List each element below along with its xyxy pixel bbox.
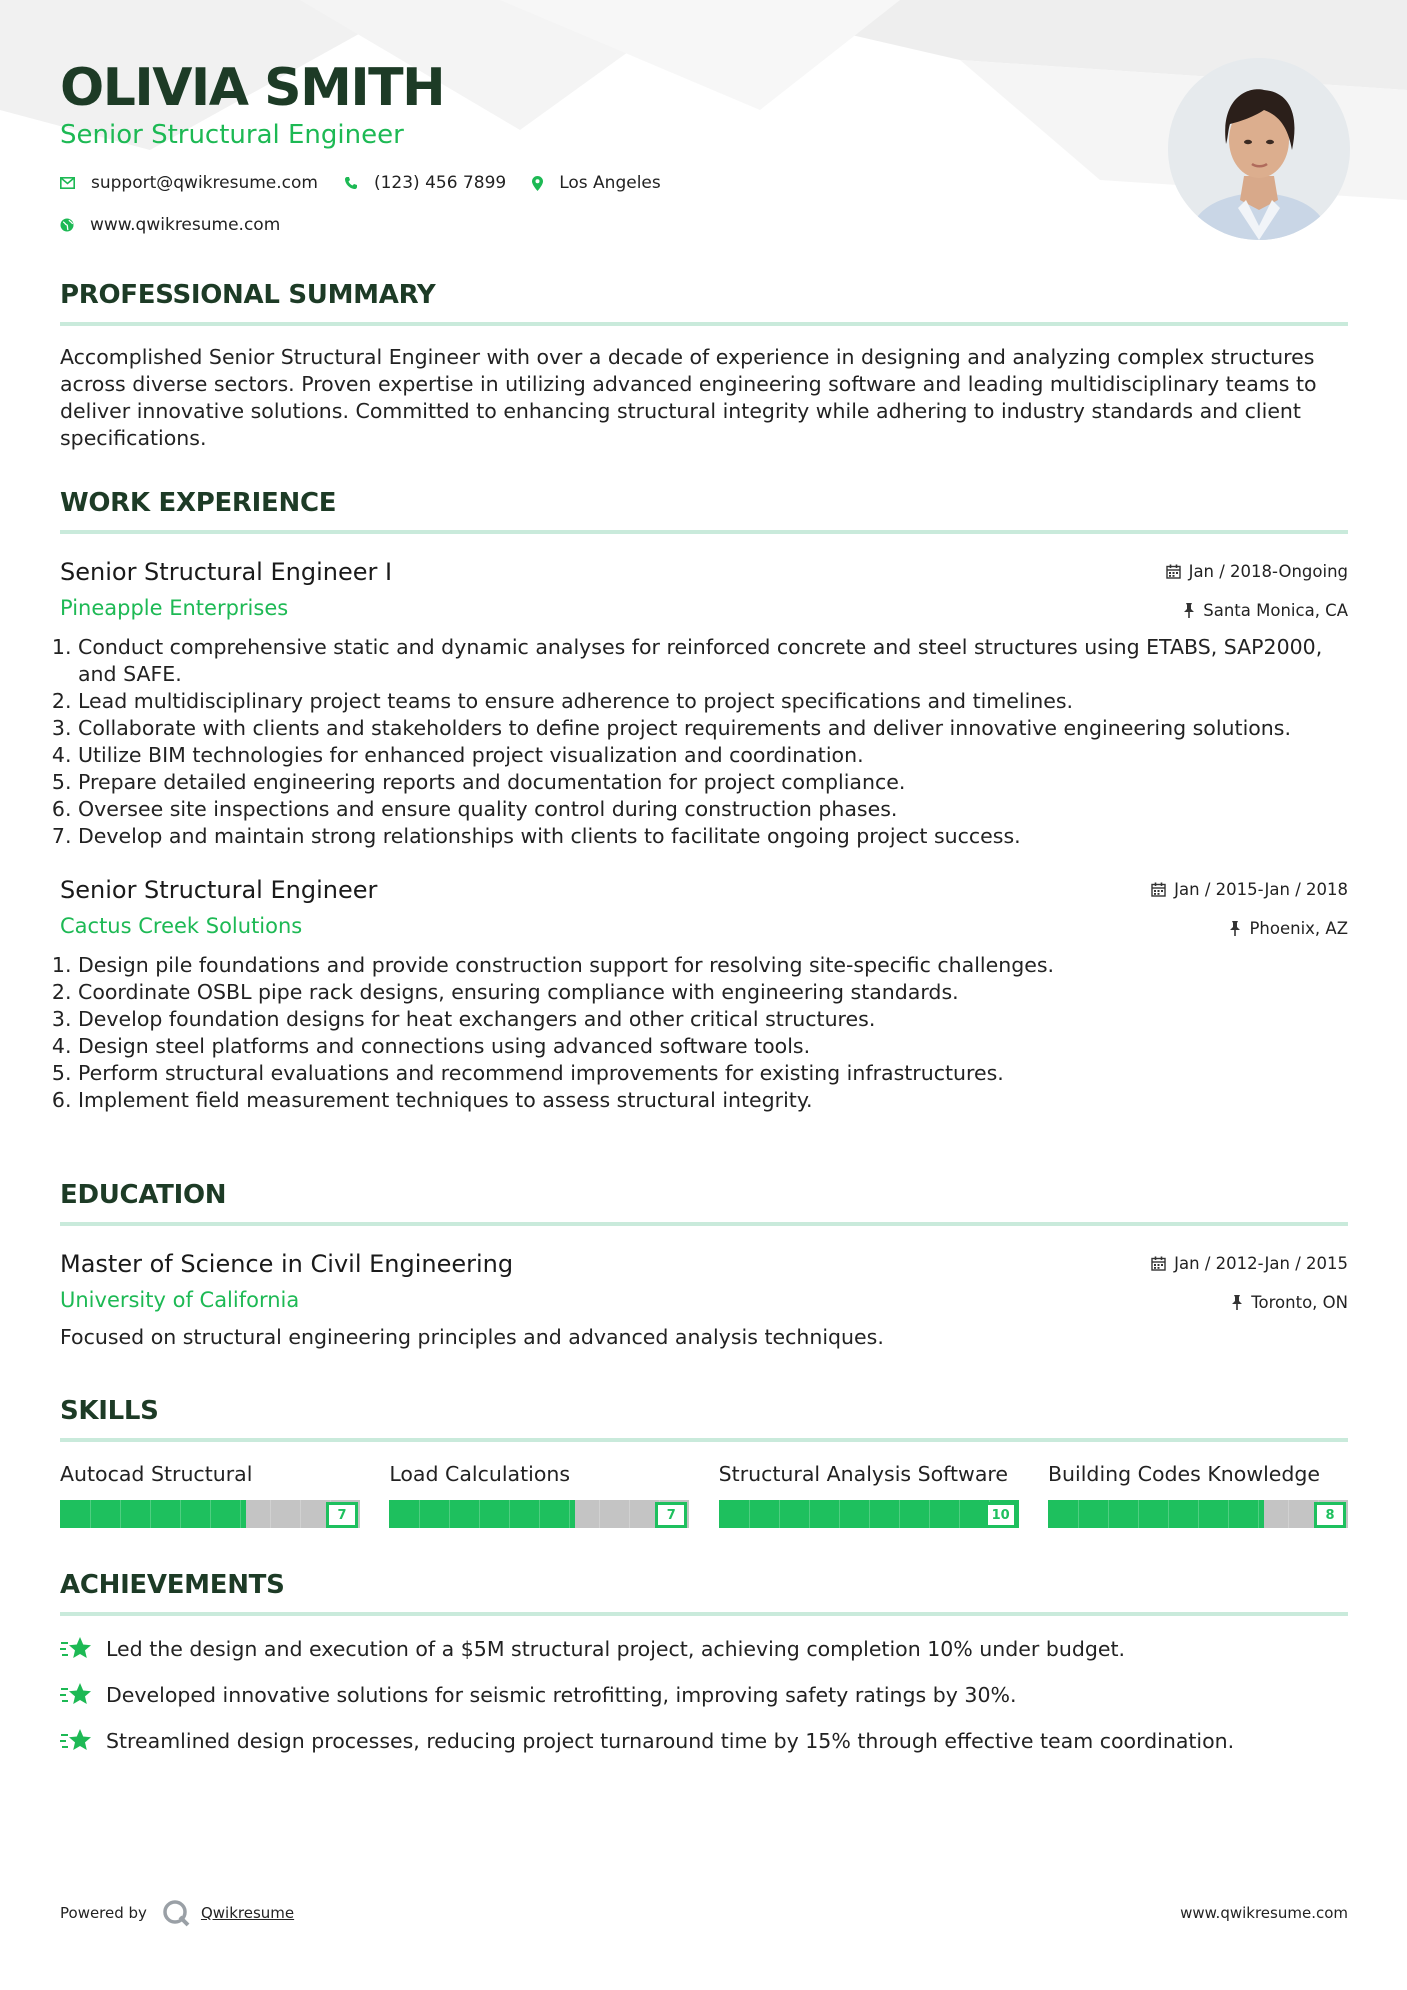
duty-item: 6. Implement field measurement techniques to assess structural integrity. <box>78 1087 1348 1114</box>
experience-heading: WORK EXPERIENCE <box>60 488 337 518</box>
skill-bar-segment <box>899 1500 900 1528</box>
phone-contact[interactable] <box>344 173 506 193</box>
skills-heading: SKILLS <box>60 1396 159 1426</box>
skill-bar-segment <box>120 1500 121 1528</box>
skill-bar-segment <box>929 1500 930 1528</box>
skill-bar-segment <box>509 1500 510 1528</box>
duty-item: 6. Oversee site inspections and ensure quality control during construction phases. <box>78 796 1348 823</box>
skill-bar-segment <box>569 1500 570 1528</box>
powered-by-label: Powered by <box>60 1904 147 1922</box>
website-row <box>60 215 306 235</box>
skill-bar-segment <box>809 1500 810 1528</box>
calendar-icon <box>1151 1256 1166 1271</box>
job-dates <box>1166 562 1348 581</box>
skill-item <box>719 1462 1019 1528</box>
calendar-icon <box>1166 564 1181 579</box>
achievement-text: Developed innovative solutions for seismic retrofitting, improving safety ratings by 30%. <box>106 1683 1017 1707</box>
achievement-text: Streamlined design processes, reducing project turnaround time by 15% through effective team coordination. <box>106 1729 1235 1753</box>
job-location-text: Phoenix, AZ <box>1249 918 1348 938</box>
email-text: support@qwikresume.com <box>91 173 318 193</box>
brand-link[interactable]: Qwikresume <box>200 1904 295 1922</box>
school-name: University of California <box>60 1288 300 1312</box>
skill-bar-fill <box>60 1500 246 1528</box>
section-divider <box>60 322 1348 326</box>
skill-bar-segment <box>779 1500 780 1528</box>
star-icon <box>60 1636 92 1662</box>
company-name: Cactus Creek Solutions <box>60 914 303 938</box>
map-marker-icon <box>532 176 543 191</box>
skill-item <box>1048 1462 1348 1528</box>
section-divider <box>60 530 1348 534</box>
education-location <box>1231 1293 1348 1312</box>
powered-by <box>60 1898 294 1928</box>
phone-icon <box>344 176 358 190</box>
company-name: Pineapple Enterprises <box>60 596 289 620</box>
skills-section <box>60 1396 1348 1528</box>
section-divider <box>60 1612 1348 1616</box>
skill-bar-segment <box>959 1500 960 1528</box>
skill-name: Autocad Structural <box>60 1462 253 1486</box>
duty-item: 1. Design pile foundations and provide construction support for resolving site-specific challenges. <box>78 952 1348 979</box>
summary-section <box>60 280 1348 452</box>
skill-bar-segment <box>839 1500 840 1528</box>
skill-bar-segment <box>1138 1500 1139 1528</box>
skill-bar-segment <box>150 1500 151 1528</box>
skills-list <box>60 1462 1348 1528</box>
skill-bar-segment <box>1078 1500 1079 1528</box>
experience-section <box>60 488 1348 1114</box>
job-entry <box>60 876 1348 1114</box>
skill-bar-segment <box>1168 1500 1169 1528</box>
job-location-text: Santa Monica, CA <box>1203 600 1348 620</box>
skill-bar-segment <box>449 1500 450 1528</box>
qwikresume-logo-icon <box>161 1898 191 1928</box>
duty-item: 1. Conduct comprehensive static and dynamic analyses for reinforced concrete and steel structures using ETABS, SAP2000, and SAFE. <box>78 634 1348 688</box>
job-duties <box>60 952 1348 1114</box>
skill-score: 7 <box>655 1502 687 1528</box>
education-dates-text: Jan / 2012-Jan / 2015 <box>1174 1254 1348 1273</box>
skill-bar-segment <box>419 1500 420 1528</box>
profile-photo <box>1168 58 1350 240</box>
skill-bar-segment <box>629 1500 630 1528</box>
duty-item: 2. Lead multidisciplinary project teams to ensure adherence to project specifications and timelines. <box>78 688 1348 715</box>
envelope-icon <box>60 177 75 189</box>
job-location <box>1229 919 1348 938</box>
skill-bar-segment <box>1258 1500 1259 1528</box>
contact-row <box>60 173 687 193</box>
skill-item <box>60 1462 360 1528</box>
skill-name: Structural Analysis Software <box>718 1462 1008 1486</box>
skill-bar-segment <box>479 1500 480 1528</box>
summary-text: Accomplished Senior Structural Engineer with over a decade of experience in designing and analyzing complex structures across diverse sectors. Proven expertise in utilizing advanced engineering software and leading multidisciplinary teams to deliver innovative solutions. Committed to enhancing structural integrity while adhering to industry standards and client specifications. <box>60 345 1317 450</box>
skill-item <box>389 1462 689 1528</box>
achievement-item <box>60 1682 1348 1708</box>
skill-bar-segment <box>90 1500 91 1528</box>
footer-website[interactable]: www.qwikresume.com <box>1180 1904 1348 1922</box>
duty-item: 4. Utilize BIM technologies for enhanced project visualization and coordination. <box>78 742 1348 769</box>
job-dates <box>1151 880 1348 899</box>
education-location-text: Toronto, ON <box>1251 1292 1348 1312</box>
skill-name: Building Codes Knowledge <box>1047 1462 1321 1486</box>
candidate-name: OLIVIA SMITH <box>60 58 445 118</box>
job-location <box>1183 601 1348 620</box>
skill-bar <box>60 1500 360 1528</box>
duty-item: 2. Coordinate OSBL pipe rack designs, ensuring compliance with engineering standards. <box>78 979 1348 1006</box>
skill-bar-segment <box>210 1500 211 1528</box>
duty-item: 3. Collaborate with clients and stakeholders to define project requirements and deliver innovative engineering solutions. <box>78 715 1348 742</box>
skill-bar-segment <box>1288 1500 1289 1528</box>
skill-bar-segment <box>869 1500 870 1528</box>
skill-bar-segment <box>1228 1500 1229 1528</box>
skill-bar-fill <box>389 1500 575 1528</box>
education-heading: EDUCATION <box>60 1180 227 1210</box>
achievement-item <box>60 1728 1348 1754</box>
pushpin-icon <box>1183 603 1195 618</box>
skill-bar <box>389 1500 689 1528</box>
job-dates-text: Jan / 2018-Ongoing <box>1188 562 1348 581</box>
skill-name: Load Calculations <box>389 1462 571 1486</box>
avatar-portrait <box>1168 58 1350 240</box>
achievements-section <box>60 1570 1348 1754</box>
skill-bar-segment <box>539 1500 540 1528</box>
skill-bar-segment <box>300 1500 301 1528</box>
pushpin-icon <box>1229 921 1241 936</box>
pushpin-icon <box>1231 1295 1243 1310</box>
skill-bar-segment <box>1108 1500 1109 1528</box>
achievement-item <box>60 1636 1348 1662</box>
degree-title: Master of Science in Civil Engineering <box>60 1250 514 1278</box>
skill-bar-segment <box>599 1500 600 1528</box>
education-entry <box>60 1250 1348 1351</box>
job-title: Senior Structural Engineer <box>60 876 378 904</box>
skill-bar-segment <box>240 1500 241 1528</box>
phone-text: (123) 456 7899 <box>373 173 507 193</box>
website-contact[interactable] <box>60 215 280 235</box>
skill-score: 7 <box>326 1502 358 1528</box>
job-entry <box>60 558 1348 850</box>
globe-icon <box>60 218 74 232</box>
duty-item: 4. Design steel platforms and connections using advanced software tools. <box>78 1033 1348 1060</box>
duty-item: 7. Develop and maintain strong relationships with clients to facilitate ongoing project success. <box>78 823 1348 850</box>
education-dates <box>1151 1254 1348 1273</box>
skill-score: 8 <box>1314 1502 1346 1528</box>
achievements-heading: ACHIEVEMENTS <box>60 1570 285 1600</box>
location-text: Los Angeles <box>559 173 661 193</box>
location-contact <box>532 173 661 193</box>
job-duties <box>60 634 1348 850</box>
achievement-text: Led the design and execution of a $5M structural project, achieving completion 10% under budget. <box>106 1637 1126 1661</box>
calendar-icon <box>1151 882 1166 897</box>
email-contact[interactable] <box>60 173 318 193</box>
job-title: Senior Structural Engineer I <box>60 558 393 586</box>
skill-bar <box>1048 1500 1348 1528</box>
section-divider <box>60 1438 1348 1442</box>
section-divider <box>60 1222 1348 1226</box>
website-text: www.qwikresume.com <box>90 215 281 235</box>
summary-heading: PROFESSIONAL SUMMARY <box>60 280 436 310</box>
education-description: Focused on structural engineering principles and advanced analysis techniques. <box>60 1325 884 1349</box>
duty-item: 3. Develop foundation designs for heat exchangers and other critical structures. <box>78 1006 1348 1033</box>
skill-bar-segment <box>180 1500 181 1528</box>
skill-bar-segment <box>270 1500 271 1528</box>
job-dates-text: Jan / 2015-Jan / 2018 <box>1174 880 1348 899</box>
skill-score: 10 <box>985 1502 1017 1528</box>
skill-bar-fill <box>1048 1500 1264 1528</box>
candidate-title: Senior Structural Engineer <box>60 120 404 150</box>
star-icon <box>60 1682 92 1708</box>
star-icon <box>60 1728 92 1754</box>
duty-item: 5. Perform structural evaluations and recommend improvements for existing infrastructures. <box>78 1060 1348 1087</box>
skill-bar-segment <box>749 1500 750 1528</box>
skill-bar-segment <box>1198 1500 1199 1528</box>
education-section <box>60 1180 1348 1351</box>
footer <box>60 1898 1348 1928</box>
duty-item: 5. Prepare detailed engineering reports and documentation for project compliance. <box>78 769 1348 796</box>
skill-bar <box>719 1500 1019 1528</box>
